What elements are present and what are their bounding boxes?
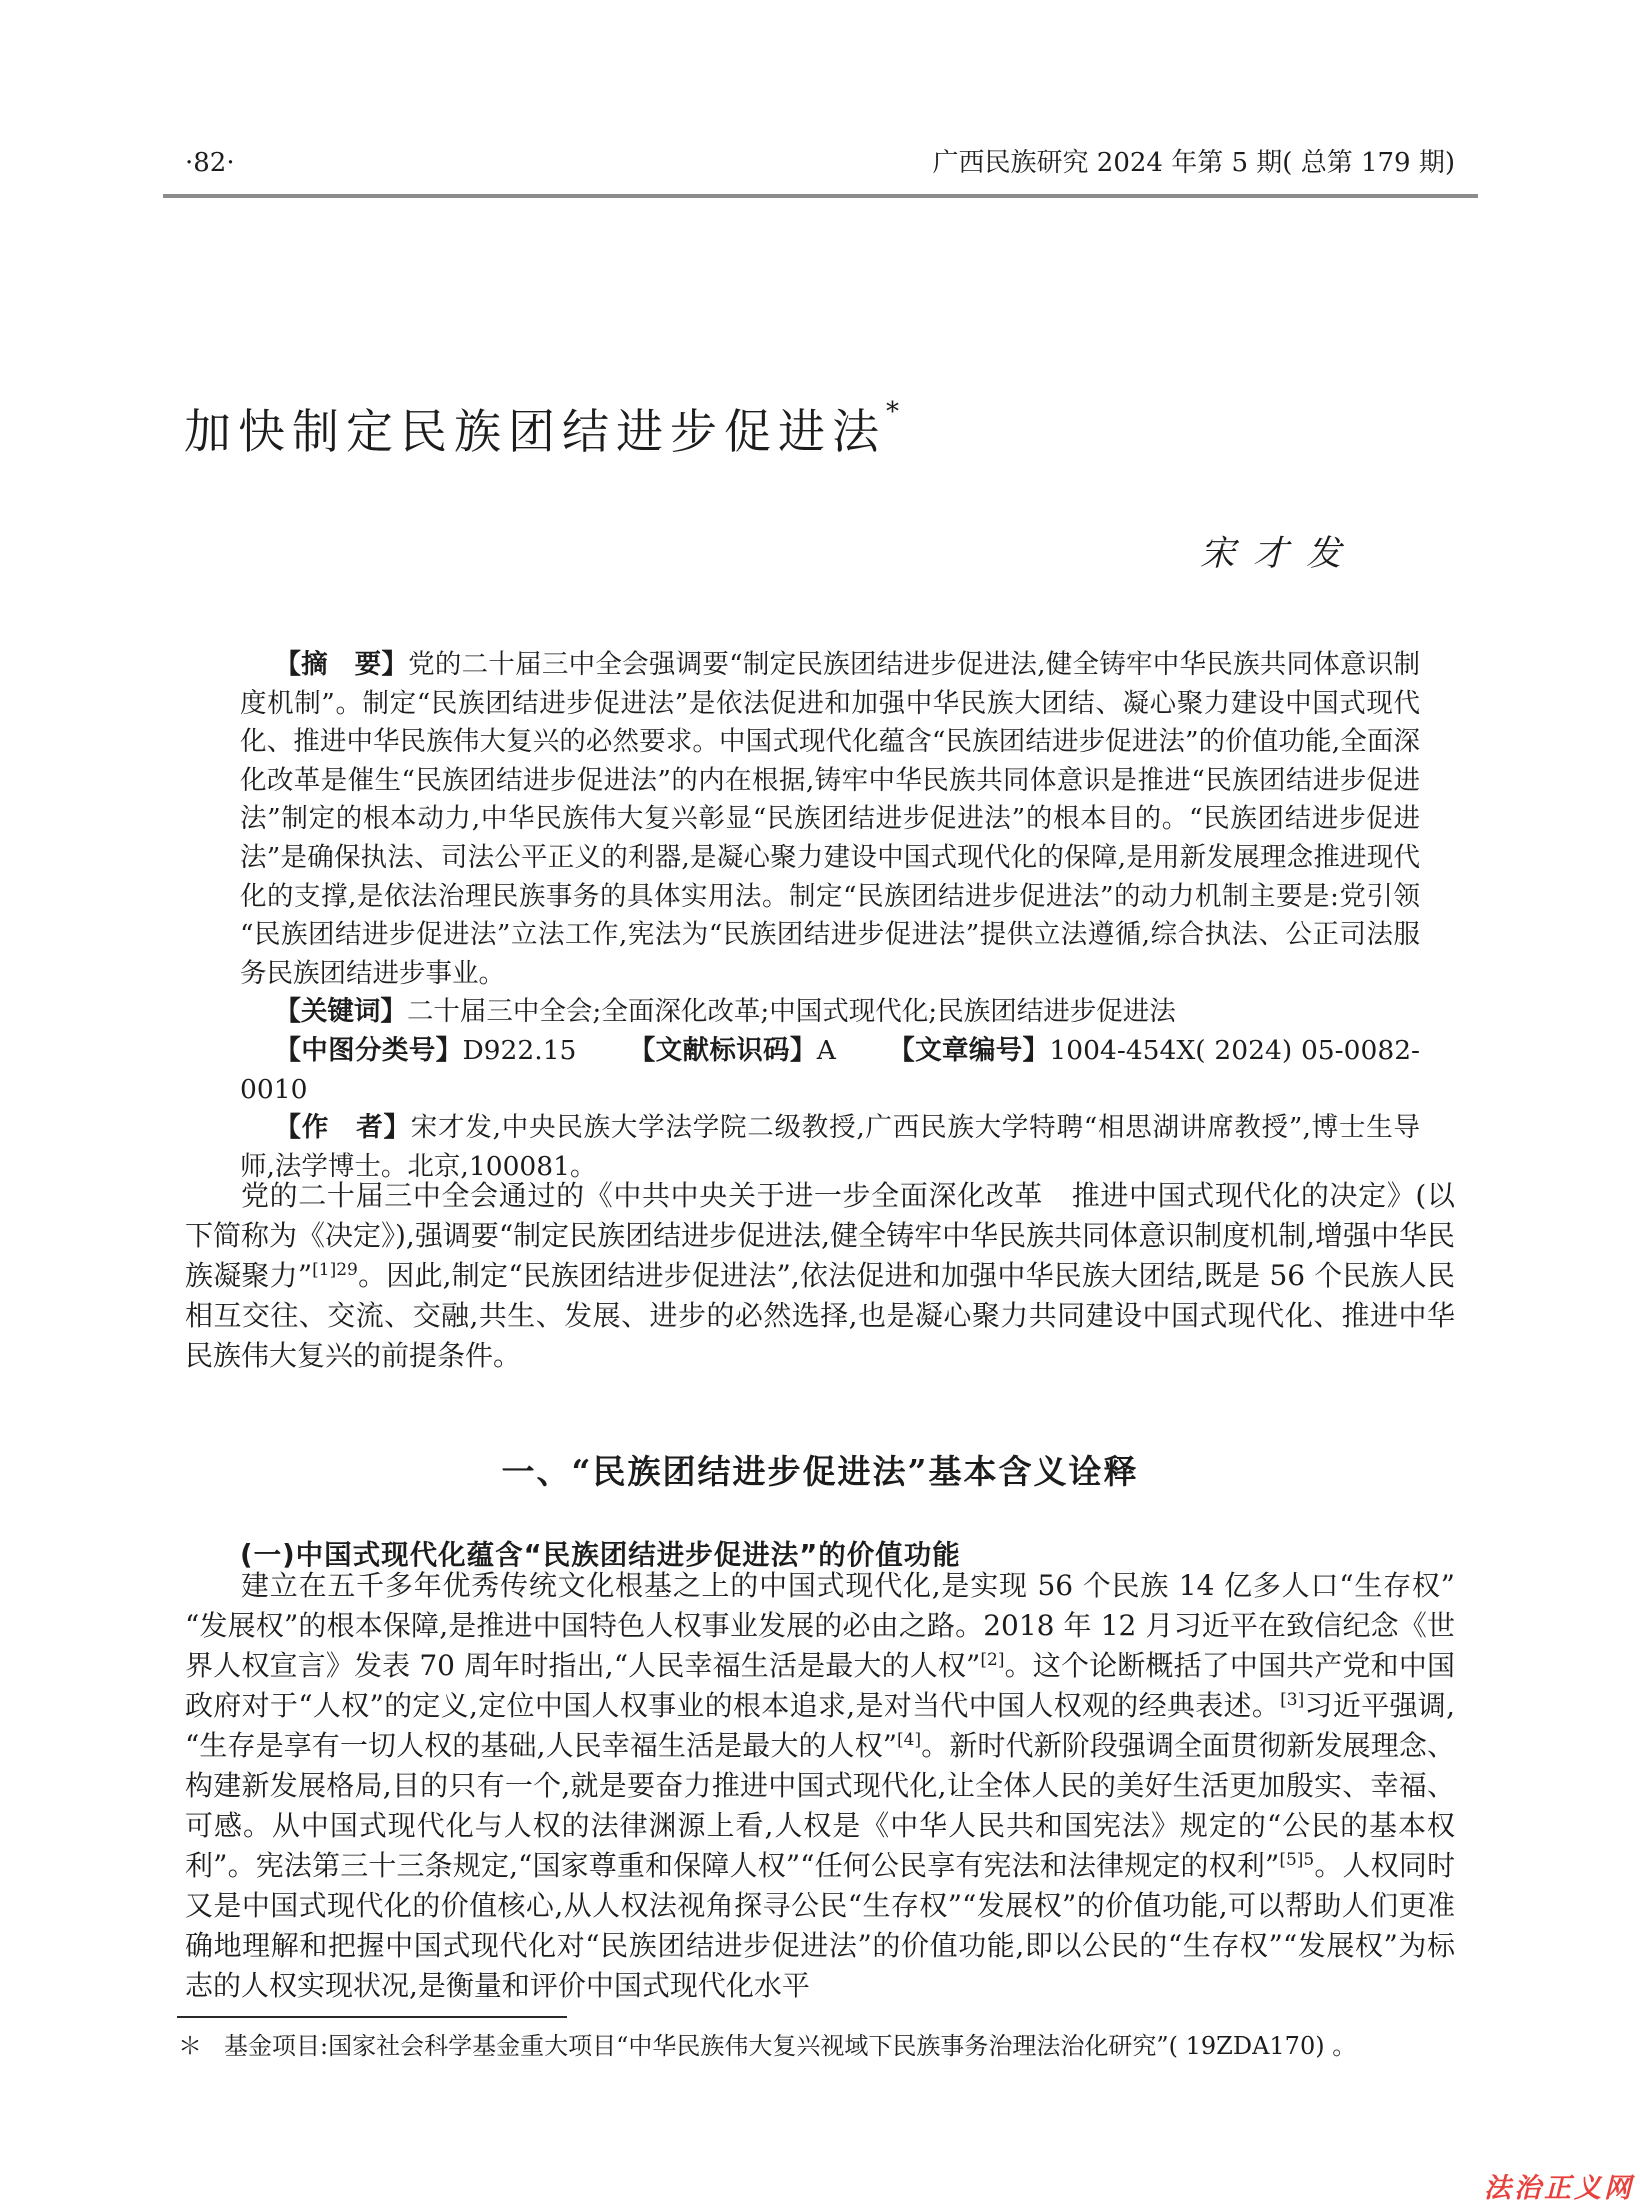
running-head: [185, 148, 1455, 178]
clc-pair: [274, 1035, 576, 1066]
clc-label: 【中图分类号】: [274, 1034, 463, 1066]
citation-sup: [1]29: [312, 1260, 358, 1280]
abstract-label: 【摘 要】: [274, 649, 409, 680]
site-watermark: 法治正义网: [1484, 2173, 1634, 2204]
author-bio-label: 【作 者】: [274, 1112, 411, 1144]
article-title-text: 加快制定民族团结进步促进法: [184, 405, 886, 460]
intro-paragraph: 党的二十届三中全会通过的《中共中央关于进一步全面深化改革 推进中国式现代化的决定》(以下简称为《决定》),强调要“制定民族团结进步促进法,健全铸牢中华民族共同体意识制度机制,增强中华民族凝聚力”$^{[1]29}$。因此,制定“民族团结进步促进法”,依法促进和加强中华民族大团结,既是 56 个民族人民相互交往、交流、交融,共生、发展、进步的必然选择,也是凝心聚力共同建设中国式现代化、推进中华民族伟大复兴的前提条件。: [185, 1179, 1455, 1372]
footnote-text: 基金项目:国家社会科学基金重大项目“中华民族伟大复兴视域下民族事务治理法治化研究”( 19ZDA170) 。: [224, 2032, 1357, 2060]
citation-sup: [4]: [897, 1730, 922, 1750]
doc-code-value: A: [816, 1034, 836, 1066]
keywords-label: 【关键词】: [274, 996, 407, 1028]
header-rule: [163, 194, 1478, 198]
abstract-paragraph: [240, 646, 1420, 993]
article-title: [184, 382, 899, 463]
keywords-paragraph: [240, 993, 1420, 1032]
title-footnote-mark: *: [886, 397, 899, 427]
subsection-heading: (一)中国式现代化蕴含“民族团结进步促进法”的价值功能: [240, 1539, 961, 1571]
meta-block: [240, 646, 1420, 1186]
footnote-rule: [177, 2016, 567, 2018]
citation-sup: [3]: [1280, 1690, 1305, 1710]
doc-code-label: 【文献标识码】: [628, 1034, 817, 1066]
classification-paragraph: [240, 1032, 1420, 1109]
clc-value: D922.15: [462, 1034, 577, 1066]
journal-info: 广西民族研究 2024 年第 5 期( 总第 179 期): [932, 148, 1455, 178]
article-no-label: 【文章编号】: [887, 1034, 1050, 1066]
footnote-mark: ＊: [178, 2032, 202, 2060]
section-heading: 一、“民族团结进步促进法”基本含义诠释: [501, 1452, 1139, 1491]
citation-sup: [5]5: [1279, 1850, 1315, 1870]
doc-code-pair: [628, 1035, 836, 1066]
keywords-text: 二十届三中全会;全面深化改革;中国式现代化;民族团结进步促进法: [406, 996, 1176, 1028]
page-number: ·82·: [185, 148, 235, 178]
body-paragraph: 建立在五千多年优秀传统文化根基之上的中国式现代化,是实现 56 个民族 14 亿多人口“生存权”“发展权”的根本保障,是推进中国特色人权事业发展的必由之路。2018 年 12 月习近平在致信纪念《世界人权宣言》发表 70 周年时指出,“人民幸福生活是最大的人权”[2]。这个论断概括了中国共产党和中国政府对于“人权”的定义,定位中国人权事业的根本追求,是对当代中国人权观的经典表述。[3]习近平强调,“生存是享有一切人权的基础,人民幸福生活是最大的人权”[4]。新时代新阶段强调全面贯彻新发展理念、构建新发展格局,目的只有一个,就是要奋力推进中国式现代化,让全体人民的美好生活更加殷实、幸福、可感。从中国式现代化与人权的法律渊源上看,人权是《中华人民共和国宪法》规定的“公民的基本权利”。宪法第三十三条规定,“国家尊重和保障人权”“任何公民享有宪法和法律规定的权利”$^{[5]5}$。人权同时又是中国式现代化的价值核心,从人权法视角探寻公民“生存权”“发展权”的价值功能,可以帮助人们更准确地理解和把握中国式现代化对“民族团结进步促进法”的价值功能,即以公民的“生存权”“发展权”为标志的人权实现状况,是衡量和评价中国式现代化水平: [185, 1569, 1455, 2002]
citation-sup: [2]: [980, 1650, 1005, 1670]
article-author: 宋才发: [1200, 534, 1360, 574]
footnote: [178, 2030, 1448, 2063]
author-bio-text: 宋才发,中央民族大学法学院二级教授,广西民族大学特聘“相思湖讲席教授”,博士生导师,法学博士。北京,100081。: [240, 1112, 1420, 1182]
article-no-value: 1004-454X( 2024) 05-0082-0010: [240, 1034, 1421, 1105]
abstract-text: 党的二十届三中全会强调要“制定民族团结进步促进法,健全铸牢中华民族共同体意识制度机制”。制定“民族团结进步促进法”是依法促进和加强中华民族大团结、凝心聚力建设中国式现代化、推进中华民族伟大复兴的必然要求。中国式现代化蕴含“民族团结进步促进法”的价值功能,全面深化改革是催生“民族团结进步促进法”的内在根据,铸牢中华民族共同体意识是推进“民族团结进步促进法”制定的根本动力,中华民族伟大复兴彰显“民族团结进步促进法”的根本目的。“民族团结进步促进法”是确保执法、司法公平正义的利器,是凝心聚力建设中国式现代化的保障,是用新发展理念推进现代化的支撑,是依法治理民族事务的具体实用法。制定“民族团结进步促进法”的动力机制主要是:党引领“民族团结进步促进法”立法工作,宪法为“民族团结进步促进法”提供立法遵循,综合执法、公正司法服务民族团结进步事业。: [240, 649, 1420, 989]
author-bio-paragraph: [240, 1109, 1420, 1186]
